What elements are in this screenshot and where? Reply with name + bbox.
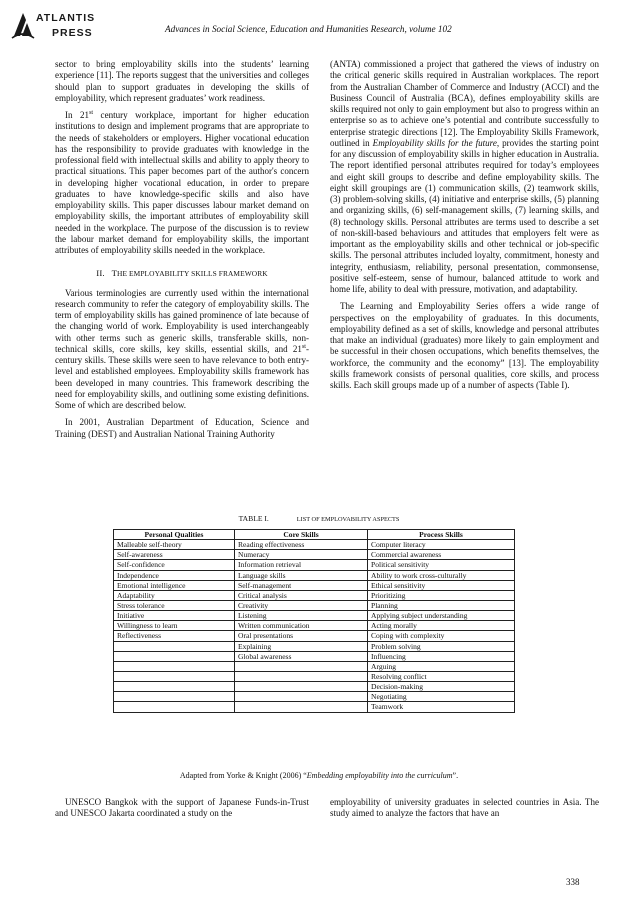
- table-cell: Stress tolerance: [114, 600, 235, 610]
- table-cell: [114, 651, 235, 661]
- table-cell: [235, 671, 368, 681]
- table-cell: Computer literacy: [368, 540, 515, 550]
- right-column: [330, 59, 599, 397]
- table-cell: [235, 682, 368, 692]
- table-row: [114, 621, 515, 631]
- table-cell: Willingness to learn: [114, 621, 235, 631]
- table-cell: [114, 702, 235, 712]
- paragraph: In 2001, Australian Department of Education, Science and Training (DEST) and Australian National Training Authority: [55, 417, 309, 439]
- table-cell: Decision-making: [368, 682, 515, 692]
- table-cell: Independence: [114, 570, 235, 580]
- table-row: [114, 580, 515, 590]
- table-cell: Listening: [235, 611, 368, 621]
- table-row: [114, 590, 515, 600]
- table-cell: Negotiating: [368, 692, 515, 702]
- table-cell: Teamwork: [368, 702, 515, 712]
- paragraph: The Learning and Employability Series offers a wide range of perspectives on the employability of graduates. In this documents, employability defined as a set of skills, knowledge and personal attributes that make an individual (graduates) more likely to gain employment and be successful in their chosen occupations, which benefits themselves, the workforce, the community and the economy” [13]. The employability skills framework consists of personal qualities, core skills, and process skills. Each skill groups made up of a number of aspects (Table I).: [330, 301, 599, 390]
- table-cell: Problem solving: [368, 641, 515, 651]
- table-cell: Self-awareness: [114, 550, 235, 560]
- table-cell: Prioritizing: [368, 590, 515, 600]
- table-cell: Ability to work cross-culturally: [368, 570, 515, 580]
- skills-table: [113, 529, 515, 713]
- table-caption: TABLE I. LIST OF EMPLOVABILITY ASPECTS: [238, 514, 400, 523]
- table-row: [114, 550, 515, 560]
- bottom-right-paragraph: [330, 797, 599, 820]
- publisher-name-line1: ATLANTIS: [36, 12, 96, 24]
- table-cell: Global awareness: [235, 651, 368, 661]
- column-header: Core Skills: [235, 530, 368, 540]
- table-row: [114, 692, 515, 702]
- table-cell: Oral presentations: [235, 631, 368, 641]
- table-cell: Initiative: [114, 611, 235, 621]
- paragraph: In 21st century workplace, important for higher education institutions to design and implement programs that are appropriate to the needs of stakeholders or employers. Higher vocational education has the responsibility to provide graduates with knowledge in the professional field with intellectual skills and ability to apply theory to practical situations. This paper becomes part of the author's concern in developing higher vocational education, in order to prepare graduates to have knowledge-specific skills and also have employability skills. This paper discusses labour market demand on employability skills, the important attributes of employability skill needed in the workplace. The purpose of the discussion is to review the labour market demand for employability skills, the important attributes of employability skills needed in the workplace.: [55, 109, 309, 255]
- table-cell: [114, 661, 235, 671]
- table-cell: [235, 661, 368, 671]
- table-cell: Resolving conflict: [368, 671, 515, 681]
- table-cell: Reflectiveness: [114, 631, 235, 641]
- table-row: [114, 611, 515, 621]
- paragraph: (ANTA) commissioned a project that gathered the views of industry on the critical generic skills required in Australian workplaces. The report from the Australian Chamber of Commerce and Industry (ACCI) and the Business Council of Australia (BCA), defines employability skills are skills required not only to gain employment but also to progress within an enterprise so as to achieve one’s potential and contribute successfully to enterprise strategic directions [12]. The Employability Skills Framework, outlined in Employability skills for the future, provides the starting point for any discussion of employability skills in higher education in Australia. The report identified personal attributes required for today’s employees and eight skill groups to describe and define employability skills. The eight skill groupings are (1) communication skills, (2) teamwork skills, (3) problem-solving skills, (4) initiative and enterprise skills, (5) planning and organizing skills, (6) self-management skills, (7) learning skills, and (8) technology skills. Personal attributes are terms used to describe a set of non-skill-based behaviours and attitudes that employers felt were as important as the employability skills and other technical or job-specific skills. The personal attributes included loyalty, commitment, honesty and integrity, enthusiasm, reliability, personal presentation, commonsense, positive self-esteem, sense of humour, balanced attitude to work and home life, ability to deal with pressure, motivation, and adaptability.: [330, 59, 600, 294]
- page-number: 338: [566, 877, 580, 887]
- table-cell: Creativity: [235, 600, 368, 610]
- table-row: [114, 570, 515, 580]
- table-cell: Malleable self-theory: [114, 540, 235, 550]
- table-cell: [235, 692, 368, 702]
- publisher-name-line2: PRESS: [52, 27, 93, 39]
- table-cell: Influencing: [368, 651, 515, 661]
- column-header: Process Skills: [368, 530, 515, 540]
- table-row: [114, 631, 515, 641]
- table-cell: Reading effectiveness: [235, 540, 368, 550]
- table-row: [114, 651, 515, 661]
- paragraph: sector to bring employability skills into the students’ learning experience [11]. The reports suggest that the universities and colleges should plan to support graduates in developing the skills of employability, which represent graduates’ work readiness.: [55, 59, 309, 103]
- table-source-note: Adapted from Yorke & Knight (2006) “Embedding employability into the curriculum”.: [179, 771, 459, 780]
- table-cell: Coping with complexity: [368, 631, 515, 641]
- table-cell: Emotional intelligence: [114, 580, 235, 590]
- table-cell: Self-confidence: [114, 560, 235, 570]
- paragraph: Various terminologies are currently used within the international research community to refer the category of employability skills. The term of employability skills has gained prominence of late because of the changing world of work. Employability is used interchangeably with other terms such as generic skills, transferable skills, non-technical skills, core skills, key skills, essential skills, and 21st-century skills. These skills were seen to have relevance to both entry-level and established employees. Employability skills framework has been developed in many countries. This framework describing the need for employability skills, and outlining some existing definitions. Some of which are described below.: [55, 287, 309, 410]
- table-cell: Adaptability: [114, 590, 235, 600]
- bottom-left-paragraph: [55, 797, 309, 820]
- section-heading: II. THE EMPLOYABILITY SKILLS FRAMEWORK: [96, 268, 268, 279]
- table-row: [114, 702, 515, 712]
- table-cell: Acting morally: [368, 621, 515, 631]
- paragraph: employability of university graduates in selected countries in Asia. The study aimed to analyze the factors that have an: [330, 797, 599, 819]
- paragraph: UNESCO Bangkok with the support of Japanese Funds-in-Trust and UNESCO Jakarta coordinated a study on the: [55, 797, 309, 819]
- table-cell: [114, 682, 235, 692]
- table-cell: Applying subject understanding: [368, 611, 515, 621]
- table-header-row: [114, 530, 515, 540]
- running-title: Advances in Social Science, Education and Humanities Research, volume 102: [165, 24, 452, 34]
- table-cell: Language skills: [235, 570, 368, 580]
- table-row: [114, 671, 515, 681]
- table-row: [114, 682, 515, 692]
- table-cell: Arguing: [368, 661, 515, 671]
- table-cell: Ethical sensitivity: [368, 580, 515, 590]
- publisher-logo: [10, 6, 110, 46]
- table-cell: [114, 641, 235, 651]
- table-cell: Commercial awareness: [368, 550, 515, 560]
- table-cell: Explaining: [235, 641, 368, 651]
- table-cell: Numeracy: [235, 550, 368, 560]
- table-cell: Information retrieval: [235, 560, 368, 570]
- table-row: [114, 560, 515, 570]
- column-header: Personal Qualities: [114, 530, 235, 540]
- atlantis-logo-icon: [10, 10, 36, 40]
- table-cell: Critical analysis: [235, 590, 368, 600]
- table-cell: Written communication: [235, 621, 368, 631]
- table-cell: [235, 702, 368, 712]
- table-row: [114, 641, 515, 651]
- table-row: [114, 600, 515, 610]
- table-cell: Planning: [368, 600, 515, 610]
- table-row: [114, 540, 515, 550]
- table-cell: [114, 671, 235, 681]
- table-cell: [114, 692, 235, 702]
- table-cell: Self-management: [235, 580, 368, 590]
- table-cell: Political sensitivity: [368, 560, 515, 570]
- table-row: [114, 661, 515, 671]
- left-column: [55, 59, 309, 446]
